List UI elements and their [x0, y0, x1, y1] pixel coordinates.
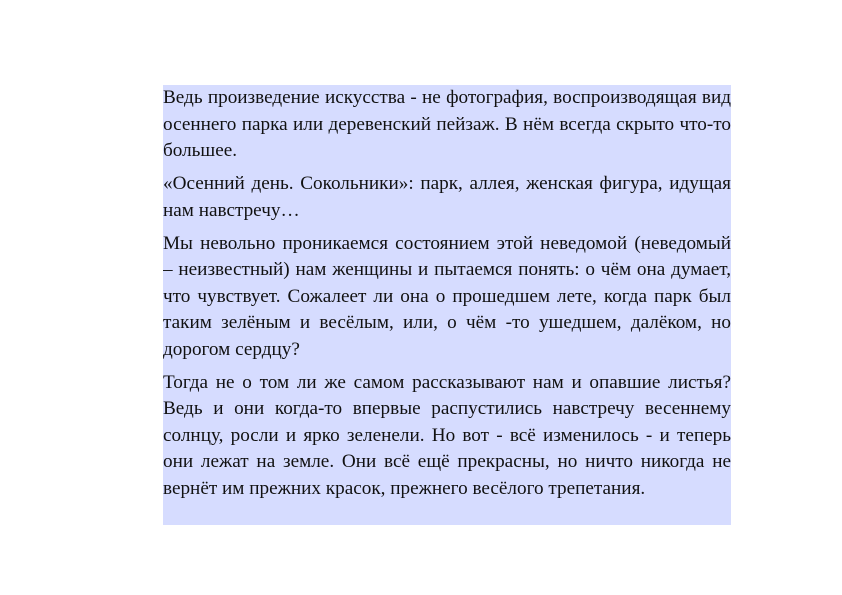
paragraph-1: Ведь произведение искусства - не фотография, воспроизводящая вид осеннего парка или деревенский пейзаж. В нём всегда скрыто что-то большее. [163, 87, 731, 161]
paragraph-2: «Осенний день. Сокольники»: парк, аллея, женская фигура, идущая нам навстречу… [163, 173, 731, 221]
paragraph-3: Мы невольно проникаемся состоянием этой неведомой (неведомый – неизвестный) нам женщины и пытаемся понять: о чём она думает, что чувствует. Сожалеет ли она о прошедшем лете, когда парк был таким зелёным и весёлым, или, о чём -то ушедшем, далёком, но дорогом сердцу? [163, 232, 731, 360]
paragraph-4: Тогда не о том ли же самом рассказывают нам и опавшие листья? Ведь и они когда-то впервые распустились навстречу весеннему солнцу, росли и ярко зеленели. Но вот - всё изменилось - и теперь они лежат на земле. Они всё ещё прекрасны, но ничто никогда не вернёт им прежних красок, прежнего весёлого трепетания. [163, 371, 731, 499]
text-box [163, 85, 731, 525]
